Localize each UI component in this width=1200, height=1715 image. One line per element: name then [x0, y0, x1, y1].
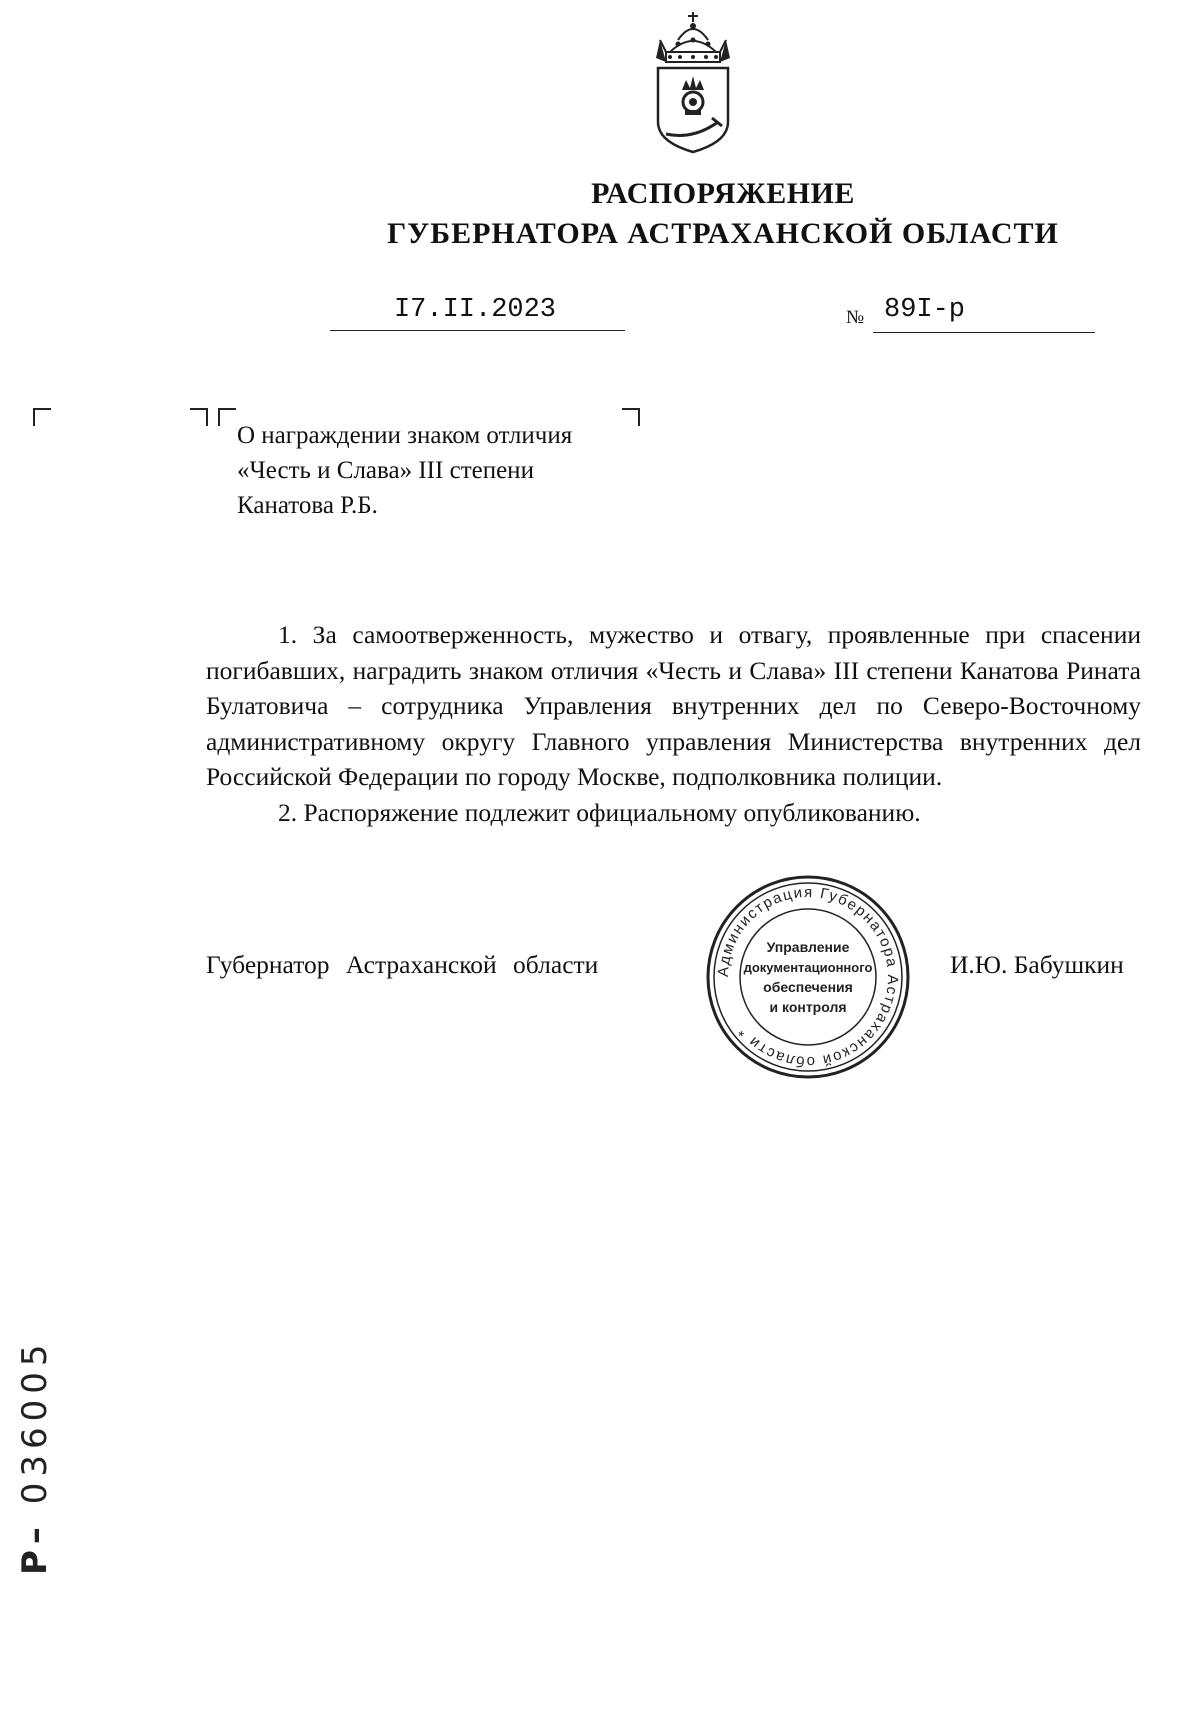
subject-word: «Честь: [237, 457, 311, 484]
subject-word: Слава»: [336, 457, 413, 484]
subject-word: и: [317, 457, 331, 484]
number-sign: №: [846, 307, 865, 328]
stamp-ring-text: Администрация Губернатора Астраханской области *: [714, 883, 902, 1071]
stamp-center-line: обеспечения: [763, 979, 853, 995]
body-paragraph-1: 1. За самоотверженность, мужество и отвагу, проявленные при спасении погибавших, наградить знаком отличия «Честь и Слава» III степени Канатова Рината Булатовича – сотрудника Управления внутренних дел по Северо-Восточному административному округу Главного управления Министерства внутренних дел Российской Федерации по городу Москве, подполковника полиции.: [206, 620, 1141, 791]
coat-of-arms-emblem: [648, 10, 738, 155]
serial-prefix: Р–: [15, 1521, 55, 1575]
document-date: I7.II.2023: [393, 295, 557, 325]
subject-word: III: [418, 457, 444, 484]
document-body: [206, 617, 1141, 830]
subject-line-3: Канатова Р.Б.: [237, 492, 378, 519]
document-subject: [237, 418, 630, 523]
body-paragraph-2: 2. Распоряжение подлежит официальному опубликованию.: [278, 797, 921, 827]
corner-mark-subject-start: [218, 408, 236, 426]
document-type-title: РАСПОРЯЖЕНИЕ: [591, 177, 855, 210]
document-number: 89I-р: [884, 295, 966, 325]
corner-mark-subject-open: [190, 408, 208, 426]
signatory-position: Губернатор Астраханской области: [206, 950, 599, 979]
issuer-title: ГУБЕРНАТОРА АСТРАХАНСКОЙ ОБЛАСТИ: [387, 217, 1059, 250]
subject-word: степени: [449, 457, 534, 484]
signatory-name: И.Ю. Бабушкин: [950, 950, 1124, 979]
corner-mark-left: [33, 408, 51, 426]
stamp-center-line: и контроля: [769, 999, 847, 1015]
stamp-center-line: документационного: [743, 960, 873, 975]
subject-line-1: О награждении знаком отличия: [237, 422, 573, 449]
stamp-center-line: Управление: [766, 939, 850, 955]
number-underline: [873, 332, 1095, 333]
official-stamp: [703, 872, 913, 1082]
form-serial-number: [15, 1338, 55, 1575]
date-underline: [330, 330, 625, 331]
subject-line-2: [237, 453, 630, 488]
serial-number: 036005: [15, 1338, 55, 1505]
